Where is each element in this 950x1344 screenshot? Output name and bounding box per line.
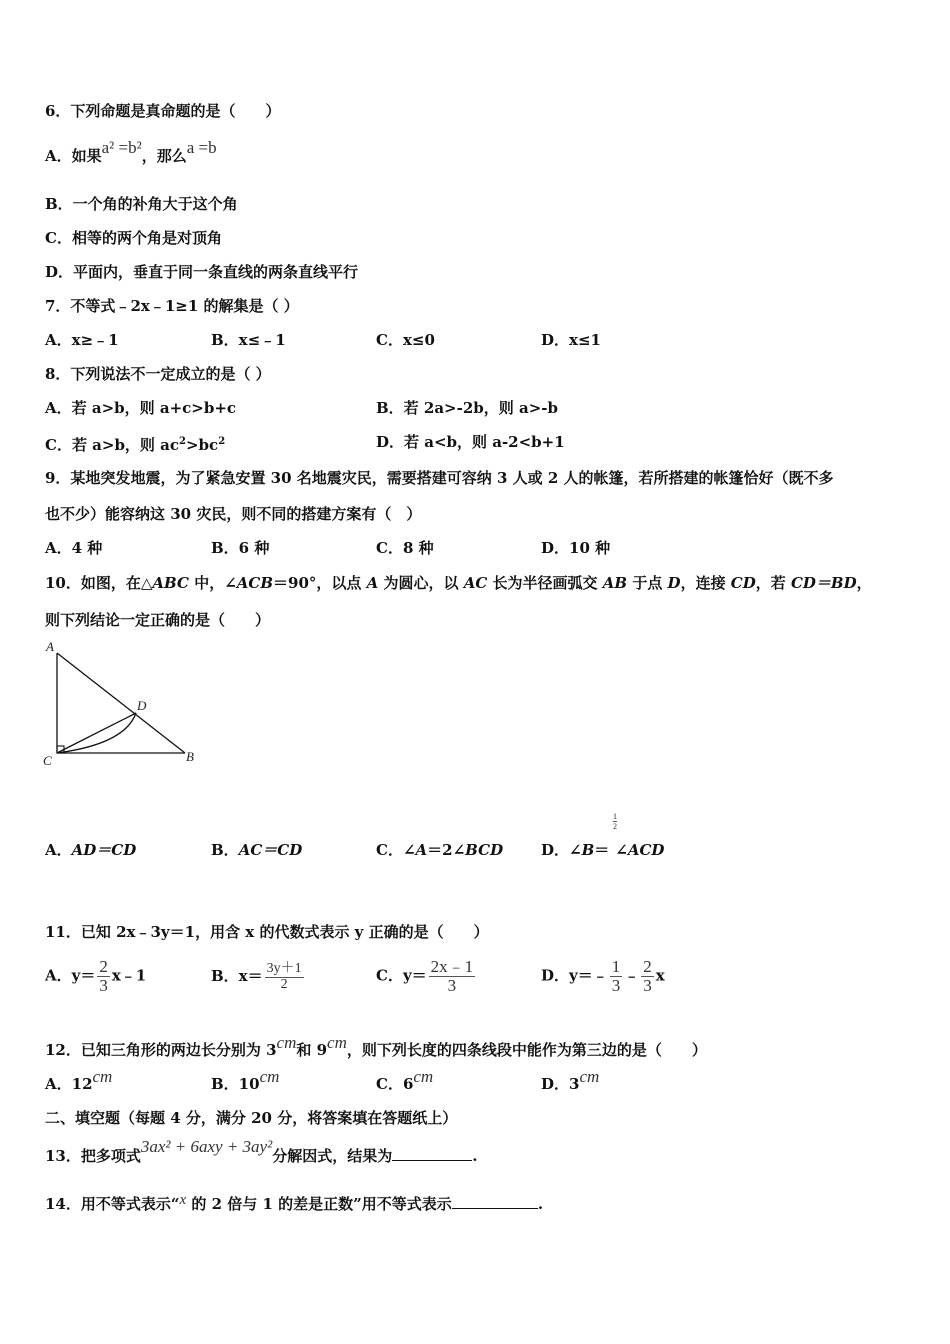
q6-option-b: B．一个角的补角大于这个角 xyxy=(45,195,238,213)
q6-option-a: A．如果a² =b²，那么a =b xyxy=(45,138,217,165)
q12-stem: 12．已知三角形的两边长分别为 3cm和 9cm，则下列长度的四条线段中能作为第三边的是（ ） xyxy=(45,1033,707,1059)
section-2-heading: 二、填空题（每题 4 分，满分 20 分，将答案填在答题纸上） xyxy=(45,1109,458,1127)
q10-stem-line2: 则下列结论一定正确的是（ ） xyxy=(45,611,271,629)
q6-stem: 6．下列命题是真命题的是（ ） xyxy=(45,102,281,120)
q7-option-b: B．x≤﹣1 xyxy=(211,331,286,349)
side-ab xyxy=(57,653,185,753)
q8-option-b: B．若 2a>-2b，则 a>-b xyxy=(376,399,558,417)
q6-option-c: C．相等的两个角是对顶角 xyxy=(45,229,222,247)
q10-option-d: D．∠B＝ ∠ACD xyxy=(541,841,665,859)
q6-option-d: D．平面内，垂直于同一条直线的两条直线平行 xyxy=(45,263,359,281)
segment-cd xyxy=(57,713,136,753)
label-b: B xyxy=(186,749,194,764)
q8-option-a: A．若 a>b，则 a+c>b+c xyxy=(45,399,237,417)
q9-stem-line1: 9．某地突发地震，为了紧急安置 30 名地震灾民，需要搭建可容纳 3 人或 2 人的帐篷，若所搭建的帐篷恰好（既不多 xyxy=(45,469,834,487)
q12-option-c: C．6cm xyxy=(376,1067,434,1093)
q11-option-d: D．y＝﹣ $\frac{1}{3}$ ﹣ $\frac{2}{3}$ x xyxy=(541,957,665,995)
q8-option-c: C．若 a>b，则 $ac^2>bc^2$ xyxy=(45,436,226,454)
q11-option-c: C．y＝ $\frac{2x﹣1}{3}$ xyxy=(376,957,474,995)
q9-option-d: D．10 种 xyxy=(541,539,611,557)
label-d: D xyxy=(137,698,147,713)
q11-option-a: A．y＝ $\frac{2}{3}$ x﹣1 xyxy=(45,957,147,995)
q7-stem: 7．不等式﹣2x﹣1≥1 的解集是（ ） xyxy=(45,297,299,315)
q12-option-b: B．10cm xyxy=(211,1067,280,1093)
q9-option-b: B．6 种 xyxy=(211,539,270,557)
q7-option-c: C．x≤0 xyxy=(376,331,435,349)
q11-stem: 11．已知 2x﹣3y＝1，用含 x 的代数式表示 y 正确的是（ ） xyxy=(45,923,489,941)
q10-option-b: B．AC＝CD xyxy=(211,841,303,859)
label-a: A xyxy=(46,639,54,654)
q13-answer-blank[interactable] xyxy=(392,1146,472,1161)
q11-option-b: B．x＝ $\frac{3y+1}{2}$ xyxy=(211,961,302,992)
q13: 13．把多项式3ax² + 6axy + 3ay²分解因式，结果为 . xyxy=(45,1137,478,1165)
label-c: C xyxy=(43,753,52,768)
q8-stem: 8．下列说法不一定成立的是（ ） xyxy=(45,365,271,383)
q12-option-d: D．3cm xyxy=(541,1067,600,1093)
q10-option-a: A．AD＝CD xyxy=(45,841,137,859)
q7-option-a: A．x≥﹣1 xyxy=(45,331,119,349)
q8-option-d: D．若 a<b，则 a-2<b+1 xyxy=(376,433,565,451)
q9-option-a: A．4 种 xyxy=(45,539,103,557)
q9-option-c: C．8 种 xyxy=(376,539,434,557)
q10-option-c: C．∠A＝2∠BCD xyxy=(376,841,504,859)
q7-option-d: D．x≤1 xyxy=(541,331,601,349)
q12-option-a: A．12cm xyxy=(45,1067,113,1093)
q10-triangle-figure xyxy=(40,636,210,771)
q10-option-d-fraction: $\frac{1}{2}$ xyxy=(613,812,617,831)
q14-answer-blank[interactable] xyxy=(452,1194,538,1209)
q9-stem-line2: 也不少）能容纳这 30 灾民，则不同的搭建方案有（ ） xyxy=(45,505,422,523)
q10-stem-line1: 10．如图，在△ABC 中，∠ACB＝90°，以点 A 为圆心，以 AC 长为半径画弧交 AB 于点 D，连接 CD，若 CD＝BD， xyxy=(45,574,872,592)
q14: 14．用不等式表示“x 的 2 倍与 1 的差是正数”用不等式表示 . xyxy=(45,1192,544,1213)
